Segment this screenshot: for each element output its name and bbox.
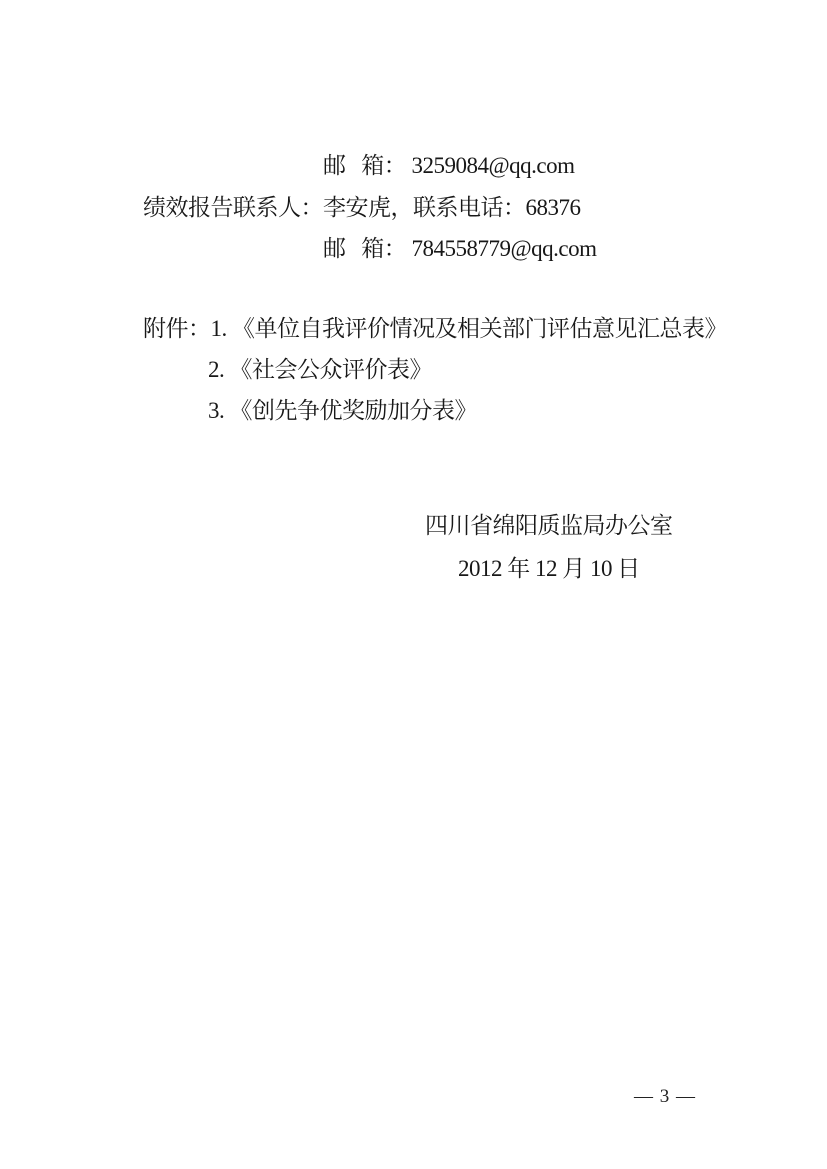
signature-date: 2012 年 12 月 10 日 <box>458 556 640 581</box>
attachment-heading-line: 附件：1. 《单位自我评价情况及相关部门评估意见汇总表》 <box>143 316 727 341</box>
attachment-item-2: 2. 《社会公众评价表》 <box>208 357 432 382</box>
signature-organization: 四川省绵阳质监局办公室 <box>425 513 673 538</box>
contact-email-line-1: 邮 箱： 3259084@qq.com <box>323 153 575 178</box>
contact-email-line-2: 邮 箱： 784558779@qq.com <box>323 236 597 261</box>
contact-person-line: 绩效报告联系人：李安虎，联系电话：68376 <box>143 195 581 220</box>
attachment-item-3: 3. 《创先争优奖励加分表》 <box>208 398 477 423</box>
page-number: — 3 — <box>634 1086 696 1107</box>
